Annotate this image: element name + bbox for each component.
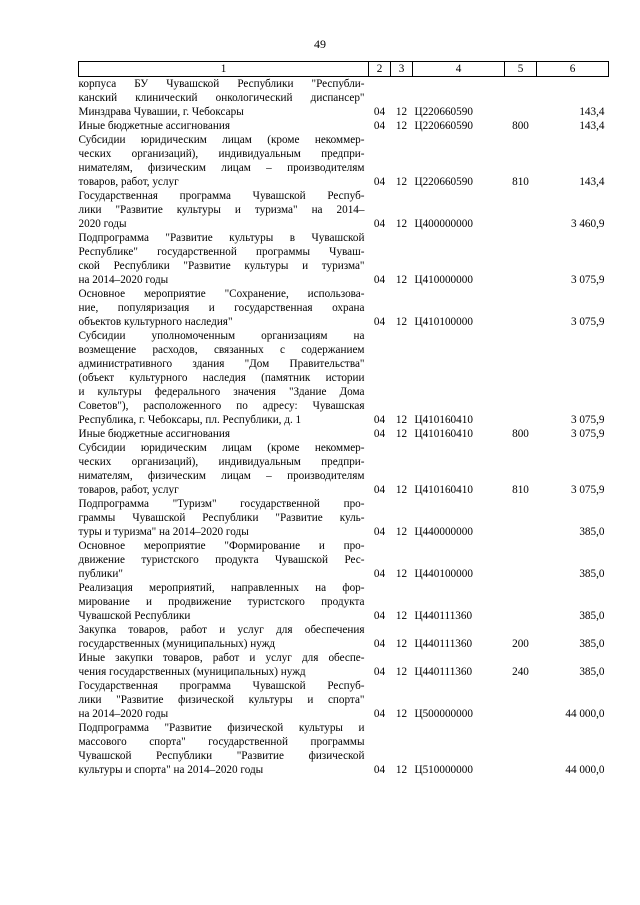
target-article-code: Ц400000000 — [414, 218, 473, 230]
amount: 143,4 — [579, 120, 605, 132]
description-line: Подпрограмма "Развитие физической культуры и — [78, 722, 365, 734]
table-row — [79, 77, 609, 120]
row-description — [79, 497, 369, 539]
section-code: 04 — [373, 414, 386, 426]
section-code: 04 — [373, 106, 386, 118]
budget-table — [78, 61, 609, 777]
amount: 385,0 — [579, 568, 605, 580]
target-article-code: Ц500000000 — [414, 708, 473, 720]
expense-type-code: 810 — [512, 176, 529, 188]
subsection-code: 12 — [395, 218, 408, 230]
amount: 143,4 — [579, 106, 605, 118]
header-col-3: 3 — [391, 62, 413, 77]
expense-type-code — [505, 77, 537, 120]
expense-type-code — [505, 539, 537, 581]
description-line: публики" — [78, 568, 123, 580]
table-row — [79, 231, 609, 287]
amount: 385,0 — [579, 610, 605, 622]
target-article-code: Ц440100000 — [414, 568, 473, 580]
subsection-code: 12 — [395, 526, 408, 538]
section-code: 04 — [373, 176, 386, 188]
description-line: лики "Развитие физической культуры и спорта" — [78, 694, 365, 706]
description-line: Субсидии уполномоченным организациям на — [78, 330, 365, 342]
expense-type-code: 800 — [512, 120, 529, 132]
row-description — [79, 231, 369, 287]
target-article-code: Ц410100000 — [414, 316, 473, 328]
row-description — [79, 427, 369, 441]
target-article-code: Ц410160410 — [414, 484, 473, 496]
description-line: Субсидии юридическим лицам (кроме некоммер- — [78, 442, 365, 454]
description-line: мирование и продвижение туристского продукта — [78, 596, 365, 608]
description-line: Реализация мероприятий, направленных на фор- — [78, 582, 365, 594]
subsection-code: 12 — [395, 764, 408, 776]
subsection-code: 12 — [395, 316, 408, 328]
subsection-code: 12 — [395, 106, 408, 118]
description-line: Республика, г. Чебоксары, пл. Республики, д. 1 — [78, 414, 302, 426]
expense-type-code — [505, 231, 537, 287]
table-row — [79, 287, 609, 329]
target-article-code: Ц410160410 — [414, 428, 473, 440]
amount: 385,0 — [579, 526, 605, 538]
description-line: культуры и спорта" на 2014–2020 годы — [78, 764, 264, 776]
description-line: возмещение расходов, связанных с содержанием — [78, 344, 365, 356]
subsection-code: 12 — [395, 176, 408, 188]
description-line: Минздрава Чувашии, г. Чебоксары — [78, 106, 244, 118]
target-article-code: Ц440000000 — [414, 526, 473, 538]
page-number: 49 — [314, 37, 326, 51]
expense-type-code — [505, 189, 537, 231]
table-row — [79, 679, 609, 721]
amount: 3 075,9 — [570, 274, 605, 286]
description-line: Субсидии юридическим лицам (кроме некоммер- — [78, 134, 365, 146]
description-line: нимателям, физическим лицам – производителям — [78, 470, 365, 482]
description-line: нимателям, физическим лицам – производителям — [78, 162, 365, 174]
row-description — [79, 441, 369, 497]
expense-type-code — [505, 581, 537, 623]
description-line: Чувашской Республики — [78, 610, 191, 622]
section-code: 04 — [373, 764, 386, 776]
subsection-code: 12 — [395, 274, 408, 286]
table-row — [79, 119, 609, 133]
description-line: государственных (муниципальных) нужд — [78, 638, 276, 650]
table-body — [79, 77, 609, 778]
description-line: товаров, работ, услуг — [78, 484, 179, 496]
amount: 44 000,0 — [565, 708, 605, 720]
target-article-code: Ц410160410 — [414, 414, 473, 426]
table-row — [79, 133, 609, 189]
row-description — [79, 651, 369, 679]
target-article-code: Ц410000000 — [414, 274, 473, 286]
row-description — [79, 581, 369, 623]
target-article-code: Ц220660590 — [414, 106, 473, 118]
description-line: ской Республики "Развитие культуры и туризма" — [78, 260, 365, 272]
target-article-code: Ц220660590 — [414, 176, 473, 188]
target-article-code: Ц440111360 — [414, 610, 473, 622]
subsection-code: 12 — [395, 414, 408, 426]
expense-type-code — [505, 679, 537, 721]
expense-type-code: 200 — [512, 638, 529, 650]
description-line: Иные бюджетные ассигнования — [78, 428, 230, 440]
description-line: лики "Развитие культуры и туризма" на 2014– — [78, 204, 365, 216]
row-description — [79, 133, 369, 189]
description-line: Советов"), расположенного по адресу: Чувашская — [78, 400, 365, 412]
subsection-code: 12 — [395, 568, 408, 580]
subsection-code: 12 — [395, 638, 408, 650]
subsection-code: 12 — [395, 484, 408, 496]
description-line: на 2014–2020 годы — [78, 274, 169, 286]
row-description — [79, 623, 369, 651]
description-line: граммы Чувашской Республики "Развитие куль- — [78, 512, 365, 524]
row-description — [79, 721, 369, 777]
subsection-code: 12 — [395, 610, 408, 622]
expense-type-code — [505, 721, 537, 777]
section-code: 04 — [373, 610, 386, 622]
description-line: товаров, работ, услуг — [78, 176, 179, 188]
target-article-code: Ц440111360 — [414, 666, 473, 678]
description-line: ческих организаций), индивидуальным предпри- — [78, 148, 365, 160]
description-line: Государственная программа Чувашской Респуб- — [78, 190, 365, 202]
row-description — [79, 287, 369, 329]
description-line: Республике" государственной программы Чуваш- — [78, 246, 365, 258]
header-col-2: 2 — [369, 62, 391, 77]
description-line: ческих организаций), индивидуальным предпри- — [78, 456, 365, 468]
table-row — [79, 623, 609, 651]
subsection-code: 12 — [395, 120, 408, 132]
description-line: массового спорта" государственной программы — [78, 736, 365, 748]
header-col-4: 4 — [413, 62, 505, 77]
row-description — [79, 77, 369, 120]
section-code: 04 — [373, 708, 386, 720]
description-line: и культуры федерального значения "Здание Дома — [78, 386, 365, 398]
amount: 385,0 — [579, 638, 605, 650]
subsection-code: 12 — [395, 428, 408, 440]
target-article-code: Ц510000000 — [414, 764, 473, 776]
subsection-code: 12 — [395, 666, 408, 678]
description-line: Закупка товаров, работ и услуг для обеспечения — [78, 624, 365, 636]
row-description — [79, 189, 369, 231]
expense-type-code: 240 — [512, 666, 529, 678]
amount: 143,4 — [579, 176, 605, 188]
row-description — [79, 329, 369, 427]
description-line: Подпрограмма "Развитие культуры в Чувашской — [78, 232, 365, 244]
description-line: Иные бюджетные ассигнования — [78, 120, 230, 132]
amount: 44 000,0 — [565, 764, 605, 776]
section-code: 04 — [373, 428, 386, 440]
section-code: 04 — [373, 526, 386, 538]
section-code: 04 — [373, 120, 386, 132]
target-article-code: Ц440111360 — [414, 638, 473, 650]
amount: 385,0 — [579, 666, 605, 678]
description-line: Государственная программа Чувашской Респуб- — [78, 680, 365, 692]
amount: 3 075,9 — [570, 316, 605, 328]
expense-type-code — [505, 329, 537, 427]
description-line: Чувашской Республики "Развитие физической — [78, 750, 365, 762]
description-line: Иные закупки товаров, работ и услуг для обеспе- — [78, 652, 365, 664]
row-description — [79, 119, 369, 133]
header-col-1: 1 — [79, 62, 369, 77]
table-row — [79, 441, 609, 497]
description-line: объектов культурного наследия" — [78, 316, 233, 328]
description-line: корпуса БУ Чувашской Республики "Республи- — [78, 78, 365, 90]
section-code: 04 — [373, 568, 386, 580]
table-row — [79, 651, 609, 679]
header-col-5: 5 — [505, 62, 537, 77]
section-code: 04 — [373, 666, 386, 678]
description-line: (объект культурного наследия (памятник истории — [78, 372, 365, 384]
table-row — [79, 721, 609, 777]
description-line: Основное мероприятие "Формирование и про- — [78, 540, 365, 552]
header-col-6: 6 — [537, 62, 609, 77]
description-line: канский клинический онкологический диспансер" — [78, 92, 365, 104]
description-line: 2020 годы — [78, 218, 127, 230]
amount: 3 075,9 — [570, 484, 605, 496]
description-line: на 2014–2020 годы — [78, 708, 169, 720]
description-line: чения государственных (муниципальных) нужд — [78, 666, 306, 678]
description-line: Подпрограмма "Туризм" государственной про- — [78, 498, 365, 510]
table-row — [79, 497, 609, 539]
expense-type-code: 810 — [512, 484, 529, 496]
amount: 3 460,9 — [570, 218, 605, 230]
description-line: административного здания "Дом Правительства" — [78, 358, 365, 370]
row-description — [79, 539, 369, 581]
table-row — [79, 539, 609, 581]
description-line: ние, популяризация и государственная охрана — [78, 302, 365, 314]
expense-type-code: 800 — [512, 428, 529, 440]
subsection-code: 12 — [395, 708, 408, 720]
expense-type-code — [505, 287, 537, 329]
table-row — [79, 189, 609, 231]
description-line: движение туристского продукта Чувашской Рес- — [78, 554, 365, 566]
description-line: туры и туризма" на 2014–2020 годы — [78, 526, 249, 538]
table-row — [79, 581, 609, 623]
table-row — [79, 329, 609, 427]
description-line: Основное мероприятие "Сохранение, использова- — [78, 288, 365, 300]
target-article-code: Ц220660590 — [414, 120, 473, 132]
section-code: 04 — [373, 316, 386, 328]
amount: 3 075,9 — [570, 428, 605, 440]
section-code: 04 — [373, 218, 386, 230]
expense-type-code — [505, 497, 537, 539]
table-row — [79, 427, 609, 441]
amount: 3 075,9 — [570, 414, 605, 426]
section-code: 04 — [373, 638, 386, 650]
header-row — [79, 62, 609, 77]
section-code: 04 — [373, 274, 386, 286]
row-description — [79, 679, 369, 721]
section-code: 04 — [373, 484, 386, 496]
